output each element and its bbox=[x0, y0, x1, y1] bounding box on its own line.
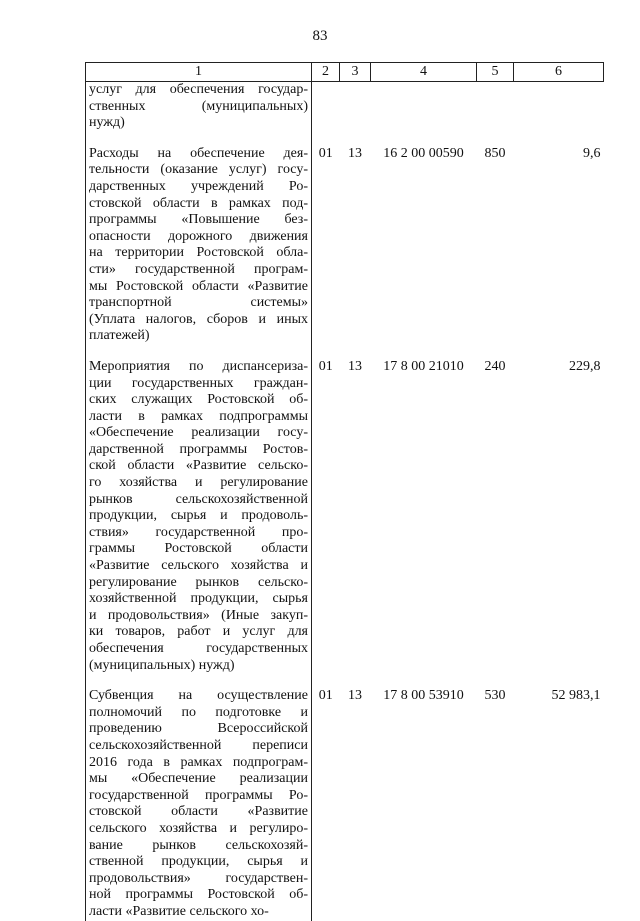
column-header-4: 4 bbox=[371, 63, 477, 82]
description-line: Субвенция на осуществление bbox=[89, 688, 308, 704]
description-line: ции государственных граждан- bbox=[89, 375, 308, 391]
description-line: опасности дорожного движения bbox=[89, 228, 308, 244]
spacer-cell bbox=[340, 674, 371, 688]
description-line: ственных (муниципальных) bbox=[89, 98, 308, 114]
spacer-cell bbox=[86, 345, 312, 359]
description-line: программы «Повышение без- bbox=[89, 212, 308, 228]
budget-table bbox=[85, 62, 604, 921]
description-line: (Уплата налогов, сборов и иных bbox=[89, 311, 308, 327]
description-line: вание рынков сельскохозяй- bbox=[89, 837, 308, 853]
description-line: регулирование рынков сельско- bbox=[89, 574, 308, 590]
target-item-code-cell: 17 8 00 21010 bbox=[383, 358, 464, 374]
description-line: Мероприятия по диспансериза- bbox=[89, 358, 308, 374]
spacer-cell bbox=[477, 132, 514, 146]
amount-cell: 229,8 bbox=[569, 358, 601, 374]
description-cell bbox=[86, 688, 312, 920]
subsection-code-cell bbox=[340, 82, 371, 132]
description-line: 2016 года в рамках подпрограм- bbox=[89, 754, 308, 770]
description-line: полномочий по подготовке и bbox=[89, 704, 308, 720]
description-line: сельскохозяйственной переписи bbox=[89, 737, 308, 753]
description-line: ских служащих Ростовской об- bbox=[89, 392, 308, 408]
spacer-cell bbox=[514, 674, 604, 688]
spacer-cell bbox=[340, 345, 371, 359]
column-header-2: 2 bbox=[312, 63, 340, 82]
row-spacer bbox=[86, 345, 604, 359]
amount-cell: 52 983,1 bbox=[551, 688, 601, 704]
target-item-code-cell: 16 2 00 00590 bbox=[383, 145, 464, 161]
description-line: стовской области «Развитие bbox=[89, 804, 308, 820]
amount-cell bbox=[514, 82, 604, 132]
spacer-cell bbox=[86, 674, 312, 688]
description-line: и продовольствия» (Иные закуп- bbox=[89, 607, 308, 623]
subsection-code-cell: 13 bbox=[348, 358, 362, 374]
description-line: продукции, сырья и продоволь- bbox=[89, 508, 308, 524]
spacer-cell bbox=[477, 674, 514, 688]
description-line: государственной программы Ро- bbox=[89, 787, 308, 803]
amount-cell: 9,6 bbox=[583, 145, 601, 161]
subsection-code-cell: 13 bbox=[348, 688, 362, 704]
description-cell bbox=[86, 359, 312, 674]
description-line: рынков сельскохозяйственной bbox=[89, 491, 308, 507]
spacer-cell bbox=[340, 132, 371, 146]
spacer-cell bbox=[371, 345, 477, 359]
description-line: го хозяйства и регулирование bbox=[89, 475, 308, 491]
row-spacer bbox=[86, 132, 604, 146]
description-line: транспортной системы» bbox=[89, 295, 308, 311]
description-line: ки товаров, работ и услуг для bbox=[89, 624, 308, 640]
target-item-code-cell: 17 8 00 53910 bbox=[383, 688, 464, 704]
expense-type-code-cell: 530 bbox=[484, 688, 506, 704]
spacer-cell bbox=[312, 345, 340, 359]
description-line: на территории Ростовской обла- bbox=[89, 245, 308, 261]
description-line: мы «Обеспечение реализации bbox=[89, 771, 308, 787]
section-code-cell: 01 bbox=[318, 688, 333, 704]
column-header-5: 5 bbox=[477, 63, 514, 82]
spacer-cell bbox=[514, 132, 604, 146]
description-line: обеспечения государственных bbox=[89, 641, 308, 656]
description-line: услуг для обеспечения государ- bbox=[89, 82, 308, 97]
section-code-cell: 01 bbox=[318, 145, 333, 161]
column-header-1: 1 bbox=[86, 63, 312, 82]
description-line: нужд) bbox=[89, 115, 125, 131]
spacer-cell bbox=[371, 674, 477, 688]
description-line: «Развитие сельского хозяйства и bbox=[89, 558, 308, 574]
spacer-cell bbox=[312, 132, 340, 146]
target-item-code-cell bbox=[371, 82, 477, 132]
section-code-cell bbox=[312, 82, 340, 132]
description-line: «Обеспечение реализации госу- bbox=[89, 425, 308, 441]
column-header-3: 3 bbox=[340, 63, 371, 82]
description-line: проведению Всероссийской bbox=[89, 721, 308, 737]
section-code-cell: 01 bbox=[318, 358, 333, 374]
description-line: (муниципальных) нужд) bbox=[89, 657, 235, 673]
page-number: 83 bbox=[312, 28, 328, 44]
description-line: ской области «Развитие сельско- bbox=[89, 458, 308, 474]
description-line: граммы Ростовской области bbox=[89, 541, 308, 557]
description-line: стовской области в рамках под- bbox=[89, 195, 308, 211]
description-line: ной программы Ростовской об- bbox=[89, 887, 308, 903]
table-row bbox=[86, 688, 604, 920]
expense-type-code-cell bbox=[477, 82, 514, 132]
spacer-cell bbox=[477, 345, 514, 359]
description-line: ственной продукции, сырья и bbox=[89, 854, 308, 870]
description-line: ласти «Развитие сельского хо- bbox=[89, 903, 269, 919]
description-line: ствия» государственной про- bbox=[89, 524, 308, 540]
table-row bbox=[86, 359, 604, 674]
description-line: сельского хозяйства и регулиро- bbox=[89, 820, 308, 836]
description-line: хозяйственной продукции, сырья bbox=[89, 591, 308, 607]
description-line: платежей) bbox=[89, 328, 150, 344]
subsection-code-cell: 13 bbox=[348, 145, 362, 161]
column-header-6: 6 bbox=[514, 63, 604, 82]
description-line: дарственных учреждений Ро- bbox=[89, 178, 308, 194]
expense-type-code-cell: 240 bbox=[484, 358, 506, 374]
description-line: Расходы на обеспечение дея- bbox=[89, 145, 308, 161]
description-line: тельности (оказание услуг) госу- bbox=[89, 162, 308, 178]
table-header-row bbox=[86, 63, 604, 82]
spacer-cell bbox=[371, 132, 477, 146]
expense-type-code-cell: 850 bbox=[484, 145, 506, 161]
description-line: мы Ростовской области «Развитие bbox=[89, 278, 308, 294]
spacer-cell bbox=[86, 132, 312, 146]
row-spacer bbox=[86, 674, 604, 688]
description-line: продовольствия» государствен- bbox=[89, 870, 308, 886]
spacer-cell bbox=[514, 345, 604, 359]
spacer-cell bbox=[312, 674, 340, 688]
description-cell bbox=[86, 82, 312, 132]
table-row bbox=[86, 146, 604, 345]
description-cell bbox=[86, 146, 312, 345]
description-line: ласти в рамках подпрограммы bbox=[89, 408, 308, 424]
description-line: дарственной программы Ростов- bbox=[89, 441, 308, 457]
description-line: сти» государственной програм- bbox=[89, 261, 308, 277]
table-row bbox=[86, 82, 604, 132]
